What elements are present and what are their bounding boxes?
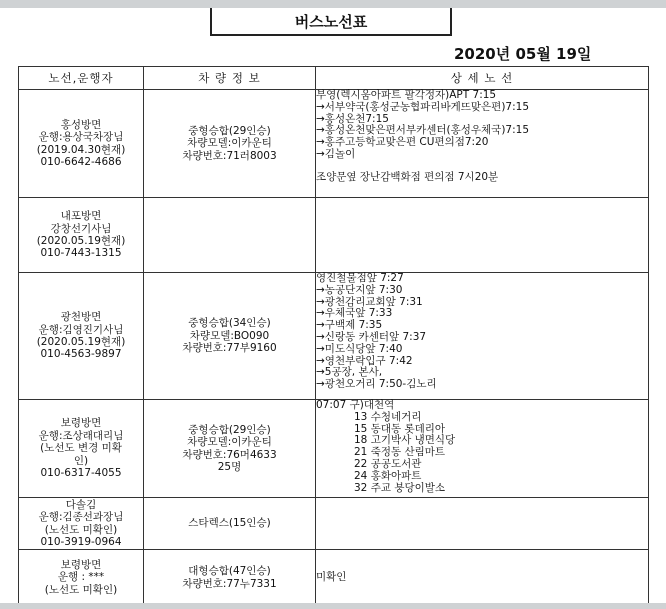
route-name: 보령방면 <box>60 558 102 571</box>
vehicle-model: 차량모델:이카운티 <box>187 137 272 150</box>
phone-number: 010-4563-9897 <box>40 348 122 361</box>
operator-cell <box>19 400 144 498</box>
vehicle-model: 차량모델:BO090 <box>189 329 270 342</box>
stop-line: 부영(렉시움아파트 팔각정자)APT 7:15 <box>316 89 497 101</box>
operator-name: 강창선기사님 <box>50 222 112 235</box>
stop-note: 조양문옆 장난감백화점 편의점 7시20분 <box>316 170 499 183</box>
stop-line: →서부약국(홍성군농협파리바게뜨맞은편)7:15 <box>316 100 529 113</box>
route-name: 다솔김 <box>65 498 97 511</box>
header-route: 노선,운행자 <box>19 67 144 90</box>
vehicle-plate: 차량번호:71러8003 <box>182 149 277 162</box>
operator-name: 운행:용상국차장님 <box>38 131 124 144</box>
stop-line: →광천감리교회앞 7:31 <box>316 295 423 308</box>
table-row <box>19 498 649 550</box>
stop-line: 15 동대동 롯데리아 <box>354 422 446 435</box>
stop-line: →구백제 7:35 <box>316 319 383 332</box>
stop-line: →홍성온천맞은편서부카센터(홍성우체국)7:15 <box>316 124 529 137</box>
stop-line: →농공단지앞 7:30 <box>316 283 403 296</box>
vehicle-type: 스타렉스(15인승) <box>188 517 271 530</box>
vehicle-type: 대형승합(47인승) <box>188 565 271 578</box>
stop-line: 24 홍화아파트 <box>354 469 422 482</box>
vehicle-cell <box>144 400 316 498</box>
table-row <box>19 400 649 498</box>
route-detail-cell <box>316 400 649 498</box>
operator-name: 운행:김종선과장님 <box>38 511 124 524</box>
vehicle-plate: 차량번호:77부9160 <box>182 342 277 355</box>
stop-line: 07:07 구)대천역 <box>316 399 395 411</box>
route-status-note: (노선도 미확인) <box>44 523 118 536</box>
vehicle-model: 차량모델:이카운티 <box>187 436 272 449</box>
top-margin-bar <box>0 0 666 8</box>
operator-cell <box>19 198 144 273</box>
vehicle-plate: 차량번호:77누7331 <box>182 577 277 590</box>
as-of-date: (2020.05.19현재) <box>36 235 126 247</box>
route-status-note: 인) <box>73 454 89 467</box>
route-name: 내포방면 <box>60 210 102 223</box>
route-detail-cell <box>316 498 649 550</box>
route-name: 홍성방면 <box>60 118 102 131</box>
vehicle-cell <box>144 198 316 273</box>
stop-line: →홍주고등학교맞은편 CU편의점7:20 <box>316 136 489 149</box>
vehicle-cell <box>144 550 316 606</box>
operator-cell <box>19 273 144 400</box>
route-status-note: (노선도 미확인) <box>44 583 118 596</box>
route-name: 보령방면 <box>60 417 102 430</box>
operator-name: 운행:조상래대리님 <box>38 429 124 442</box>
operator-name: 운행:김영진기사님 <box>38 323 124 336</box>
route-detail-cell <box>316 550 649 606</box>
stop-line: →우체국앞 7:33 <box>316 307 393 320</box>
operator-cell <box>19 550 144 606</box>
stop-line: 21 죽정동 산림마트 <box>354 446 446 459</box>
route-detail-cell <box>316 90 649 198</box>
header-vehicle: 차 량 정 보 <box>144 67 316 90</box>
stop-line: →미도식당앞 7:40 <box>316 342 403 355</box>
vehicle-capacity: 25명 <box>217 460 242 473</box>
bus-route-table <box>18 66 649 606</box>
document-date: 2020년 05월 19일 <box>454 45 592 63</box>
route-detail-cell <box>316 273 649 400</box>
phone-number: 010-6317-4055 <box>40 467 122 480</box>
operator-cell <box>19 90 144 198</box>
as-of-date: (2020.05.19현재) <box>36 336 126 348</box>
stop-line: →홍성온천7:15 <box>316 112 389 125</box>
phone-number: 010-3919-0964 <box>40 535 122 548</box>
stop-line: 18 고기박사 냉면식당 <box>354 434 456 447</box>
vehicle-cell <box>144 498 316 550</box>
table-row <box>19 198 649 273</box>
header-detail: 상 세 노 선 <box>316 67 649 90</box>
phone-number: 010-6642-4686 <box>40 155 122 168</box>
stop-line: →영천부락입구 7:42 <box>316 354 413 367</box>
stop-line: →5공장, 본사, <box>316 366 383 379</box>
vehicle-type: 중형승합(34인승) <box>188 317 271 330</box>
route-detail-cell <box>316 198 649 273</box>
as-of-date: (2019.04.30현재) <box>36 143 126 156</box>
vehicle-type: 중형승합(29인승) <box>188 124 271 137</box>
bottom-margin-bar <box>0 603 666 609</box>
stop-line: 32 주교 붕당이발소 <box>354 481 446 494</box>
table-row <box>19 90 649 198</box>
operator-cell <box>19 498 144 550</box>
vehicle-cell <box>144 90 316 198</box>
vehicle-type: 중형승합(29인승) <box>188 423 271 436</box>
operator-name: 운행 : *** <box>57 571 105 584</box>
vehicle-cell <box>144 273 316 400</box>
vehicle-plate: 차량번호:76머4633 <box>182 448 277 461</box>
phone-number: 010-7443-1315 <box>40 247 122 260</box>
table-header-row <box>19 67 649 90</box>
table-row <box>19 273 649 400</box>
route-name: 광천방면 <box>60 311 102 324</box>
stop-line: 13 수청네거리 <box>354 410 422 423</box>
stop-line: 22 공공도서관 <box>354 457 422 470</box>
stop-line: 영진철물점앞 7:27 <box>316 272 404 284</box>
table-row <box>19 550 649 606</box>
stop-line: →광천오거리 7:50-김노리 <box>316 378 437 391</box>
page-title: 버스노선표 <box>210 8 452 36</box>
route-status-note: (노선도 변경 미확 <box>40 442 122 455</box>
stop-line: →김놀이 <box>316 147 356 160</box>
stop-line: →신랑동 카센터앞 7:37 <box>316 330 427 343</box>
stop-note: 미확인 <box>316 570 347 583</box>
